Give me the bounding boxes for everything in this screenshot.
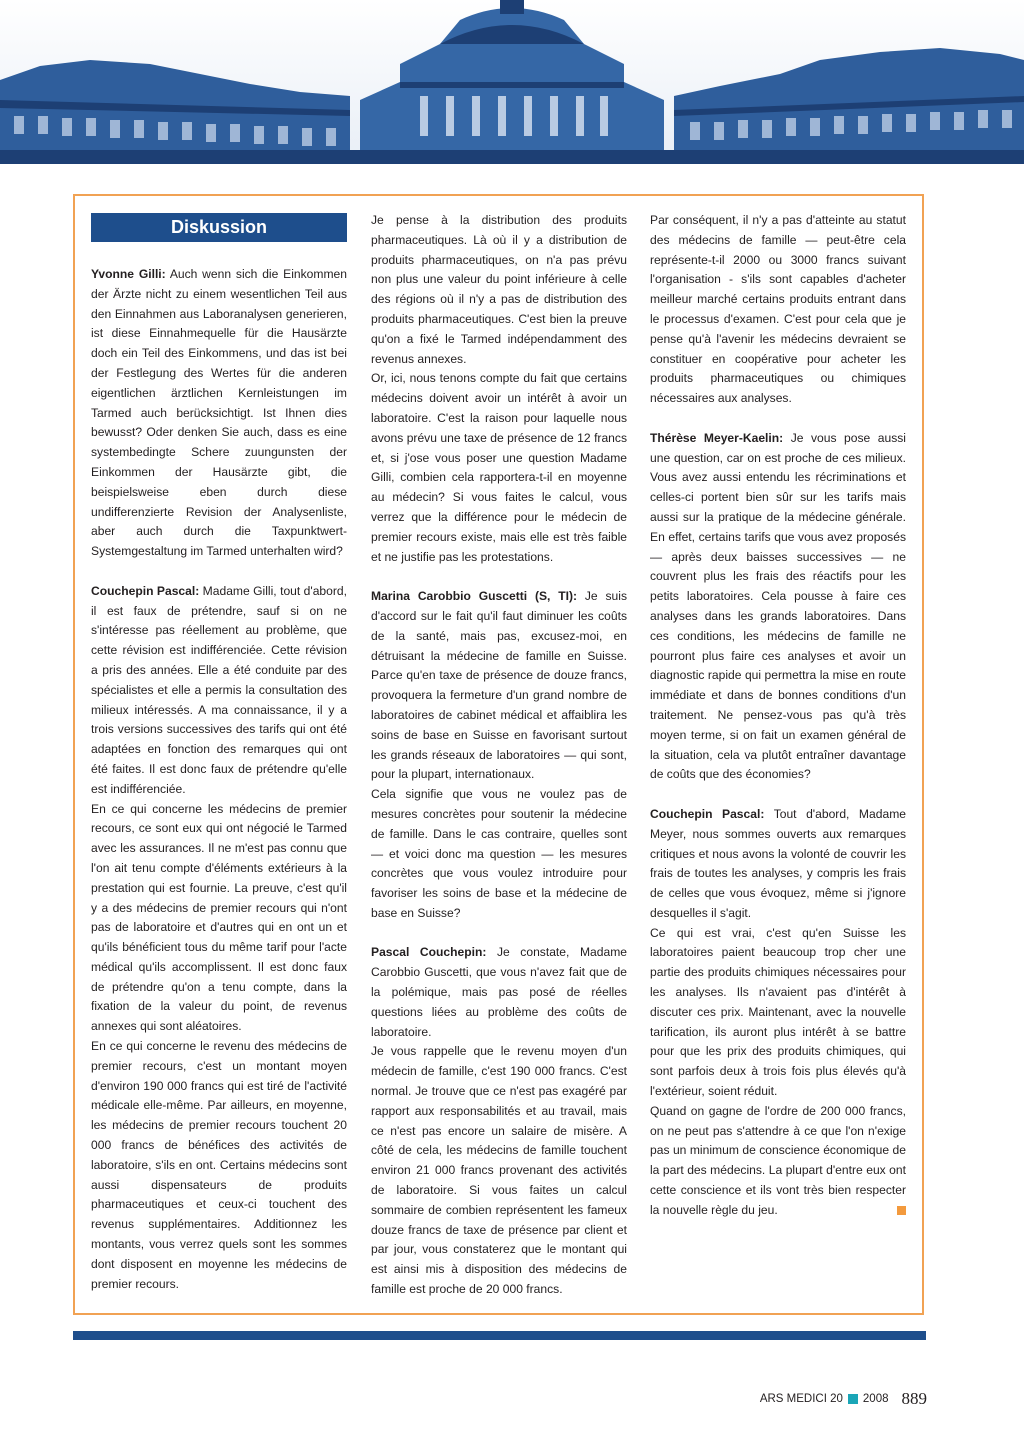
paragraph [371, 587, 627, 785]
teal-square-icon [848, 1394, 858, 1404]
page-number: 889 [901, 1389, 927, 1408]
end-of-article-square-icon [897, 1206, 906, 1215]
speaker-name: Couchepin Pascal: [91, 583, 200, 598]
paragraph: Or, ici, nous tenons compte du fait que certains médecins doivent avoir un intérêt à avoir un laboratoire. C'est la raison pour laquelle nous avons prévu une taxe de présence de 12 francs et, si j'ose vous poser une question Madame Gilli, combien cela rapportera-t-il en moyenne au médecin? Si vous faites le calcul, vous verrez que la différence pour le médecin de premier recours existe, mais elle est très faible et ne justifie pas les protestations. [371, 371, 627, 564]
column-2 [371, 211, 627, 1300]
speaker-name: Marina Carobbio Guscetti (S, TI): [371, 589, 578, 604]
journal-year: 2008 [862, 1393, 889, 1405]
paragraph: Ce qui est vrai, c'est qu'en Suisse les laboratoires paient beaucoup trop cher une partie des produits chimiques nécessaires pour les analyses. Ils n'avaient pas d'intérêt à discuter ces prix. Maintenant, avec la nouvelle tarification, ils auront plus intérêt à se battre pour que les prix des produits chimiques, qui sont parfois deux à trois fois plus élevés qu'à l'extérieur, soient réduit. [650, 925, 906, 1099]
paragraph-text: Tout d'abord, Madame Meyer, nous sommes ouverts aux remarques critiques et nous avons la volonté de couvrir les frais de toutes les analyses, y compris les frais de celles que vous évoquez, même si j'ignore desquelles il s'agit. [650, 806, 906, 920]
speaker-name: Yvonne Gilli: [91, 267, 166, 281]
paragraph [91, 265, 347, 562]
speaker-name: Couchepin Pascal: [650, 806, 765, 821]
page-footer [760, 1389, 927, 1409]
column-3 [650, 211, 906, 1221]
paragraph: En ce qui concerne les médecins de premier recours, ce sont eux qui ont négocié le Tarmed avec les assurances. Il ne m'est pas connu que l'on ait tenu compte d'éléments extérieurs à la prestation qui est fournie. La preuve, c'est qu'il y a des médecins de premier recours qui n'ont pas de laboratoire et d'autres qui en ont un et qu'ils bénéficient tous du même tarif pour l'acte médical qu'ils accomplissent. Il est donc faux de prétendre qu'on a tenu compte, dans la fixation de la valeur du point, de revenus annexes qui sont aléatoires. [91, 801, 347, 1034]
section-heading-box [91, 213, 347, 242]
paragraph-text: Quand on gagne de l'ordre de 200 000 francs, on ne peut pas s'attendre à ce que l'on n'exige pas un minimum de conscience économique de la part des médecins. La plupart d'entre eux ont cette conscience et ils vont très bien respecter la nouvelle règle du jeu. [650, 1103, 906, 1217]
paragraph: Je pense à la distribution des produits pharmaceutiques. Là où il y a distribution de produits pharmaceutiques, on n'a pas prévu non plus une valeur du point inférieure à celle des régions où il n'y a pas de distribution des produits pharmaceutiques. C'est bien la preuve qu'on a fixé le Tarmed indépendamment des revenus annexes. [371, 213, 627, 366]
paragraph-text: Auch wenn sich die Einkommen der Ärzte nicht zu einem wesentlichen Teil aus den Einnahmen aus Laboranalysen generieren, ist diese Einnahmequelle für die Hausärzte doch ein Teil des Einkommens, und das ist bei der Festlegung des Wertes für die anderen eigentlichen ärztlichen Kernleistungen im Tarmed auch berücksichtigt. Ist Ihnen dies bewusst? Oder denken Sie auch, dass es eine systembedingte Schere zuungunsten der Einkommen der Hausärzte gibt, die beispielsweise eben durch diese undifferenzierte Revision der Analysenliste, aber auch durch die Taxpunktwert-Systemgestaltung im Tarmed unterhalten wird? [91, 267, 347, 559]
paragraph-text: Je suis d'accord sur le fait qu'il faut diminuer les coûts de la santé, mais pas, excusez-moi, en détruisant la médecine de famille en Suisse. Parce qu'en taxe de présence de douze francs, provoquera la fermeture d'un grand nombre de laboratoires de cabinet médical et affaiblira les soins de base en Suisse en favorisant surtout les grands réseaux de laboratoires — qui sont, pour la plupart, internationaux. [371, 589, 627, 782]
journal-name: ARS MEDICI 20 [759, 1393, 843, 1405]
paragraph-text: Je constate, Madame Carobbio Guscetti, que vous n'avez fait que de la polémique, mais pas posé de réelles questions liées au problème des coûts de laboratoire. [371, 945, 627, 1039]
paragraph: En ce qui concerne le revenu des médecins de premier recours, c'est un montant moyen d'environ 190 000 francs qui est tiré de l'activité médicale elle-même. Par ailleurs, en moyenne, les médecins de premier recours touchent 20 000 francs de bénéfices des activités de laboratoire, s'ils en ont. Certains médecins sont aussi dispensateurs de produits pharmaceutiques et ceux-ci touchent des revenus supplémentaires. Additionnez les montants, vous verrez quels sont les sommes dont disposent en moyenne les médecins de premier recours. [91, 1039, 347, 1291]
column-1 [91, 265, 347, 1294]
paragraph: Je vous rappelle que le revenu moyen d'un médecin de famille, c'est 190 000 francs. C'est normal. Je trouve que ce n'est pas exagéré par rapport aux responsabilités et au travail, mais ce n'est pas encore un salaire de misère. A côté de cela, les médecins de famille touchent environ 21 000 francs provenant des activités de laboratoire. Si vous faites un calcul sommaire de combien représentent les fameux douze francs de taxe de présence par client et par jour, vous constaterez que le montant qui est ainsi mis à disposition des médecins de famille est proche de 20 000 francs. [371, 1044, 627, 1297]
paragraph-text: Je vous pose aussi une question, car on est proche de ces milieux. Vous avez aussi entendu les récriminations et celles-ci portent bien sûr sur les tarifs mais aussi sur la pratique de la médecine générale. En effet, certains tarifs que vous avez proposés — après deux baisses successives — ne couvrent plus les frais des réactifs pour les petits laboratoires. Cela pousse à faire ces analyses dans les grands laboratoires. Dans ces conditions, les médecins de famille ne pourront plus faire ces analyses et avoir un diagnostic rapide qui permettra la mise en route immédiate et dans de bonnes conditions d'un traitement. Ne pensez-vous pas qu'à très moyen terme, si on fait un examen général de la situation, cela va plutôt entraîner davantage de coûts que des économies? [650, 430, 906, 782]
paragraph: Cela signifie que vous ne voulez pas de mesures concrètes pour soutenir la médecine de famille. Dans le cas contraire, quelles sont — et voici donc ma question — les mesures concrètes que vous voulez introduire pour favoriser les soins de base et la médecine de base en Suisse? [371, 787, 627, 920]
paragraph [650, 805, 906, 924]
paragraph [91, 582, 347, 800]
bottom-rule [73, 1331, 926, 1340]
section-heading: Diskussion [170, 217, 268, 237]
paragraph [371, 943, 627, 1042]
speaker-name: Thérèse Meyer-Kaelin: [650, 430, 784, 445]
paragraph: Par conséquent, il n'y a pas d'atteinte au statut des médecins de famille — peut-être cela représente-t-il 2000 ou 3000 francs suivant l'organisation - s'ils sont capables d'acheter meilleur marché certains produits entrant dans le processus d'examen. C'est pour cela que je pense qu'à l'avenir les médecins devraient se constituer en coopérative pour acheter les produits pharmaceutiques ou chimiques nécessaires aux analyses. [650, 213, 906, 406]
paragraph-text: Madame Gilli, tout d'abord, il est faux de prétendre, sauf si on ne s'intéresse pas réellement au problème, que cette révision est indifférenciée. Cette révision a pris des années. Elle a été conduite par des spécialistes et elle a permis la consultation des milieux intéressés. A ma connaissance, il y a trois versions successives des tarifs qui ont été adaptées en fonction des remarques qui ont été faites. Il est donc faux de prétendre qu'elle est indifférenciée. [91, 583, 347, 796]
parliament-building-banner [0, 0, 1024, 164]
speaker-name: Pascal Couchepin: [371, 945, 487, 960]
paragraph [650, 1102, 906, 1221]
paragraph [650, 429, 906, 785]
